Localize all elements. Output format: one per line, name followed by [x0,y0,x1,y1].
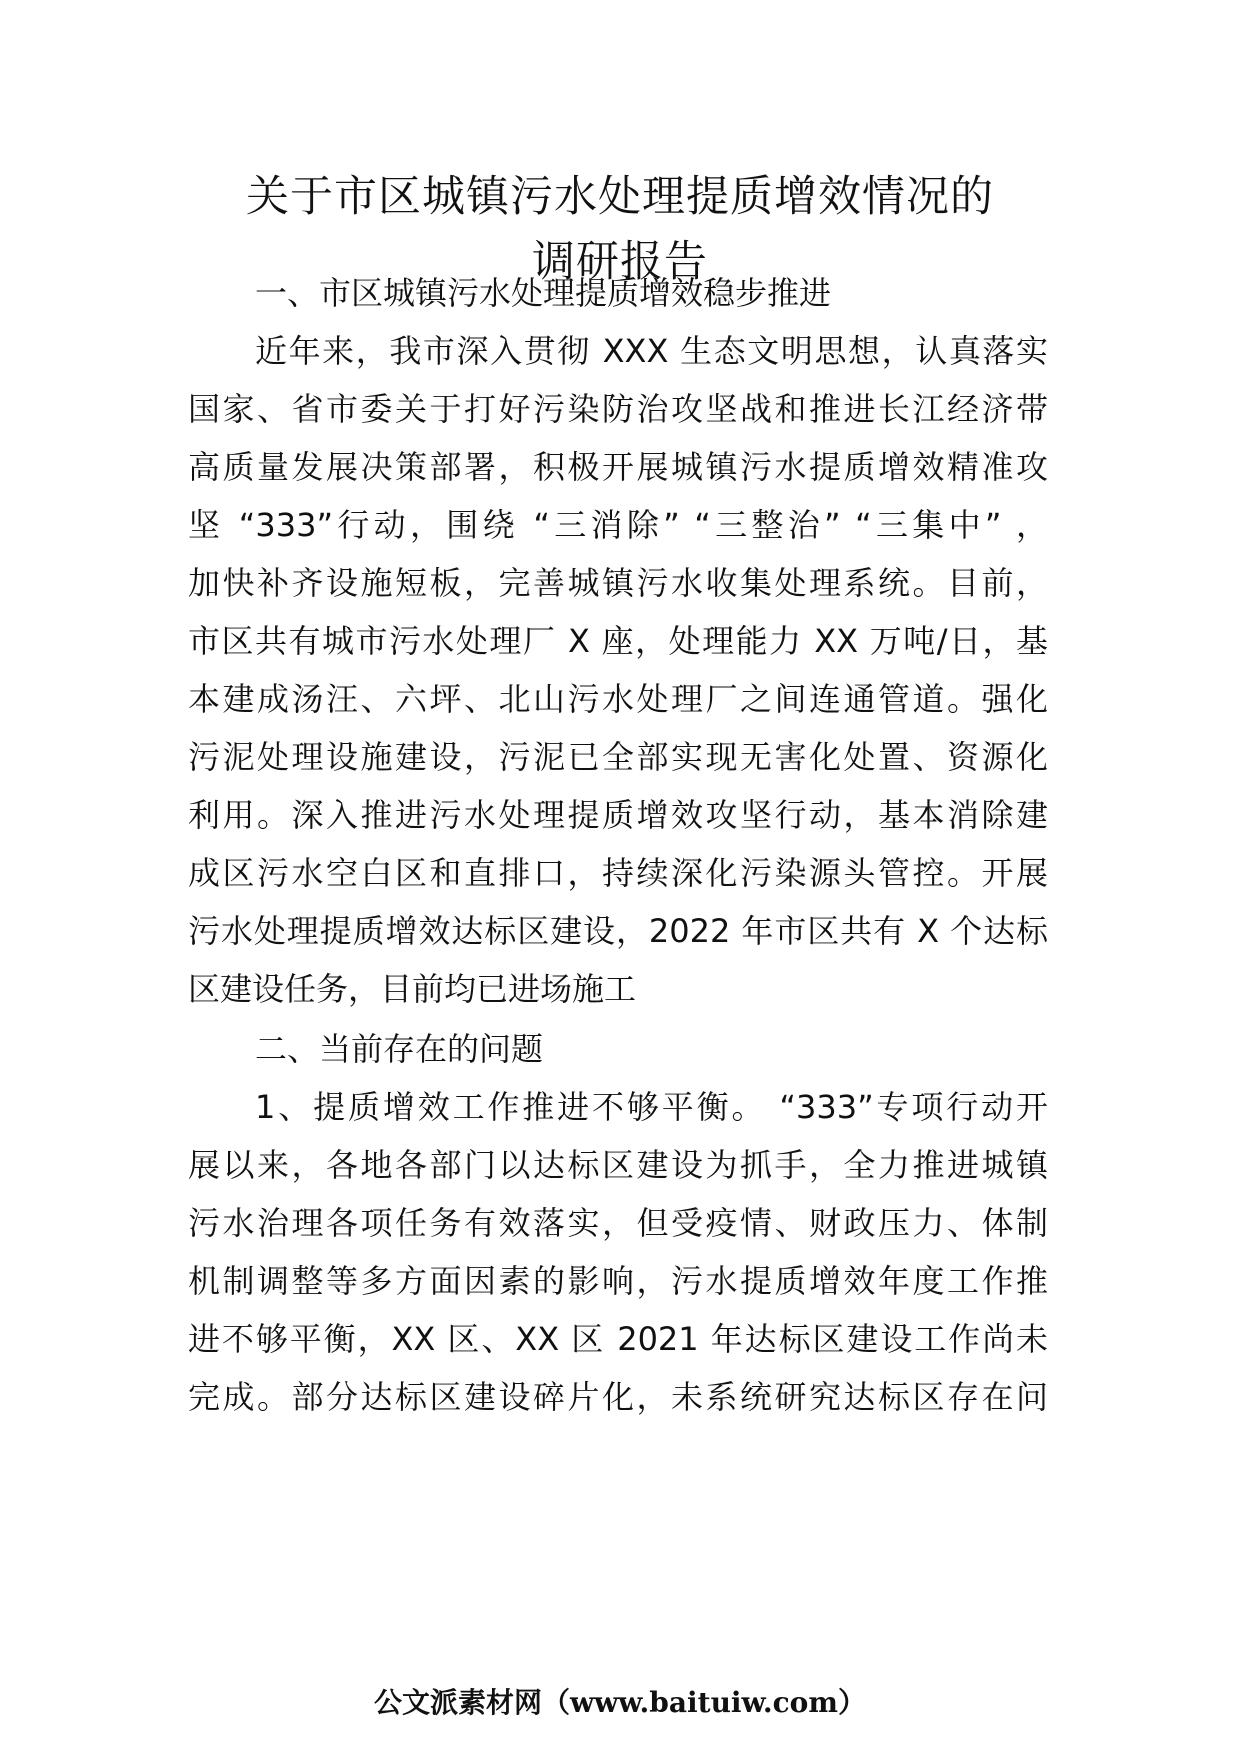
paragraph-line: 进不够平衡，XX 区、XX 区 2021 年达标区建设工作尚未 [188,1320,1048,1358]
paragraph-line: 坚 “333”行动，围绕 “三消除” “三整治” “三集中” ， [188,506,1048,544]
paragraph-line: 机制调整等多方面因素的影响，污水提质增效年度工作推 [188,1262,1048,1300]
document-title-line-2: 调研报告 [532,237,708,287]
paragraph-line: 完成。部分达标区建设碎片化，未系统研究达标区存在问 [188,1378,1048,1416]
paragraph-line: 利用。深入推进污水处理提质增效攻坚行动，基本消除建 [188,796,1048,834]
paragraph-line: 污泥处理设施建设，污泥已全部实现无害化处置、资源化 [188,738,1048,776]
footer-source-text: 公文派素材网（www.baituiw.com） [374,1686,866,1719]
paragraph-line: 近年来，我市深入贯彻 XXX 生态文明思想，认真落实 [255,332,1048,370]
section-1-heading: 一、市区城镇污水处理提质增效稳步推进 [255,274,832,312]
paragraph-line: 市区共有城市污水处理厂 X 座，处理能力 XX 万吨/日，基 [188,622,1048,660]
paragraph-line: 本建成汤汪、六坪、北山污水处理厂之间连通管道。强化 [188,680,1048,718]
document-title-line-1: 关于市区城镇污水处理提质增效情况的 [246,172,994,222]
paragraph-line: 国家、省市委关于打好污染防治攻坚战和推进长江经济带 [188,390,1048,428]
paragraph-line: 区建设任务，目前均已进场施工 [188,970,637,1008]
paragraph-line: 1、提质增效工作推进不够平衡。 “333”专项行动开 [255,1088,1048,1126]
section-2-heading: 二、当前存在的问题 [255,1030,544,1068]
paragraph-line: 加快补齐设施短板，完善城镇污水收集处理系统。目前， [188,564,1048,602]
paragraph-line: 高质量发展决策部署，积极开展城镇污水提质增效精准攻 [188,448,1048,486]
paragraph-line: 污水处理提质增效达标区建设，2022 年市区共有 X 个达标 [188,912,1048,950]
paragraph-line: 污水治理各项任务有效落实，但受疫情、财政压力、体制 [188,1204,1048,1242]
paragraph-line: 成区污水空白区和直排口，持续深化污染源头管控。开展 [188,854,1048,892]
paragraph-line: 展以来，各地各部门以达标区建设为抓手，全力推进城镇 [188,1146,1048,1184]
